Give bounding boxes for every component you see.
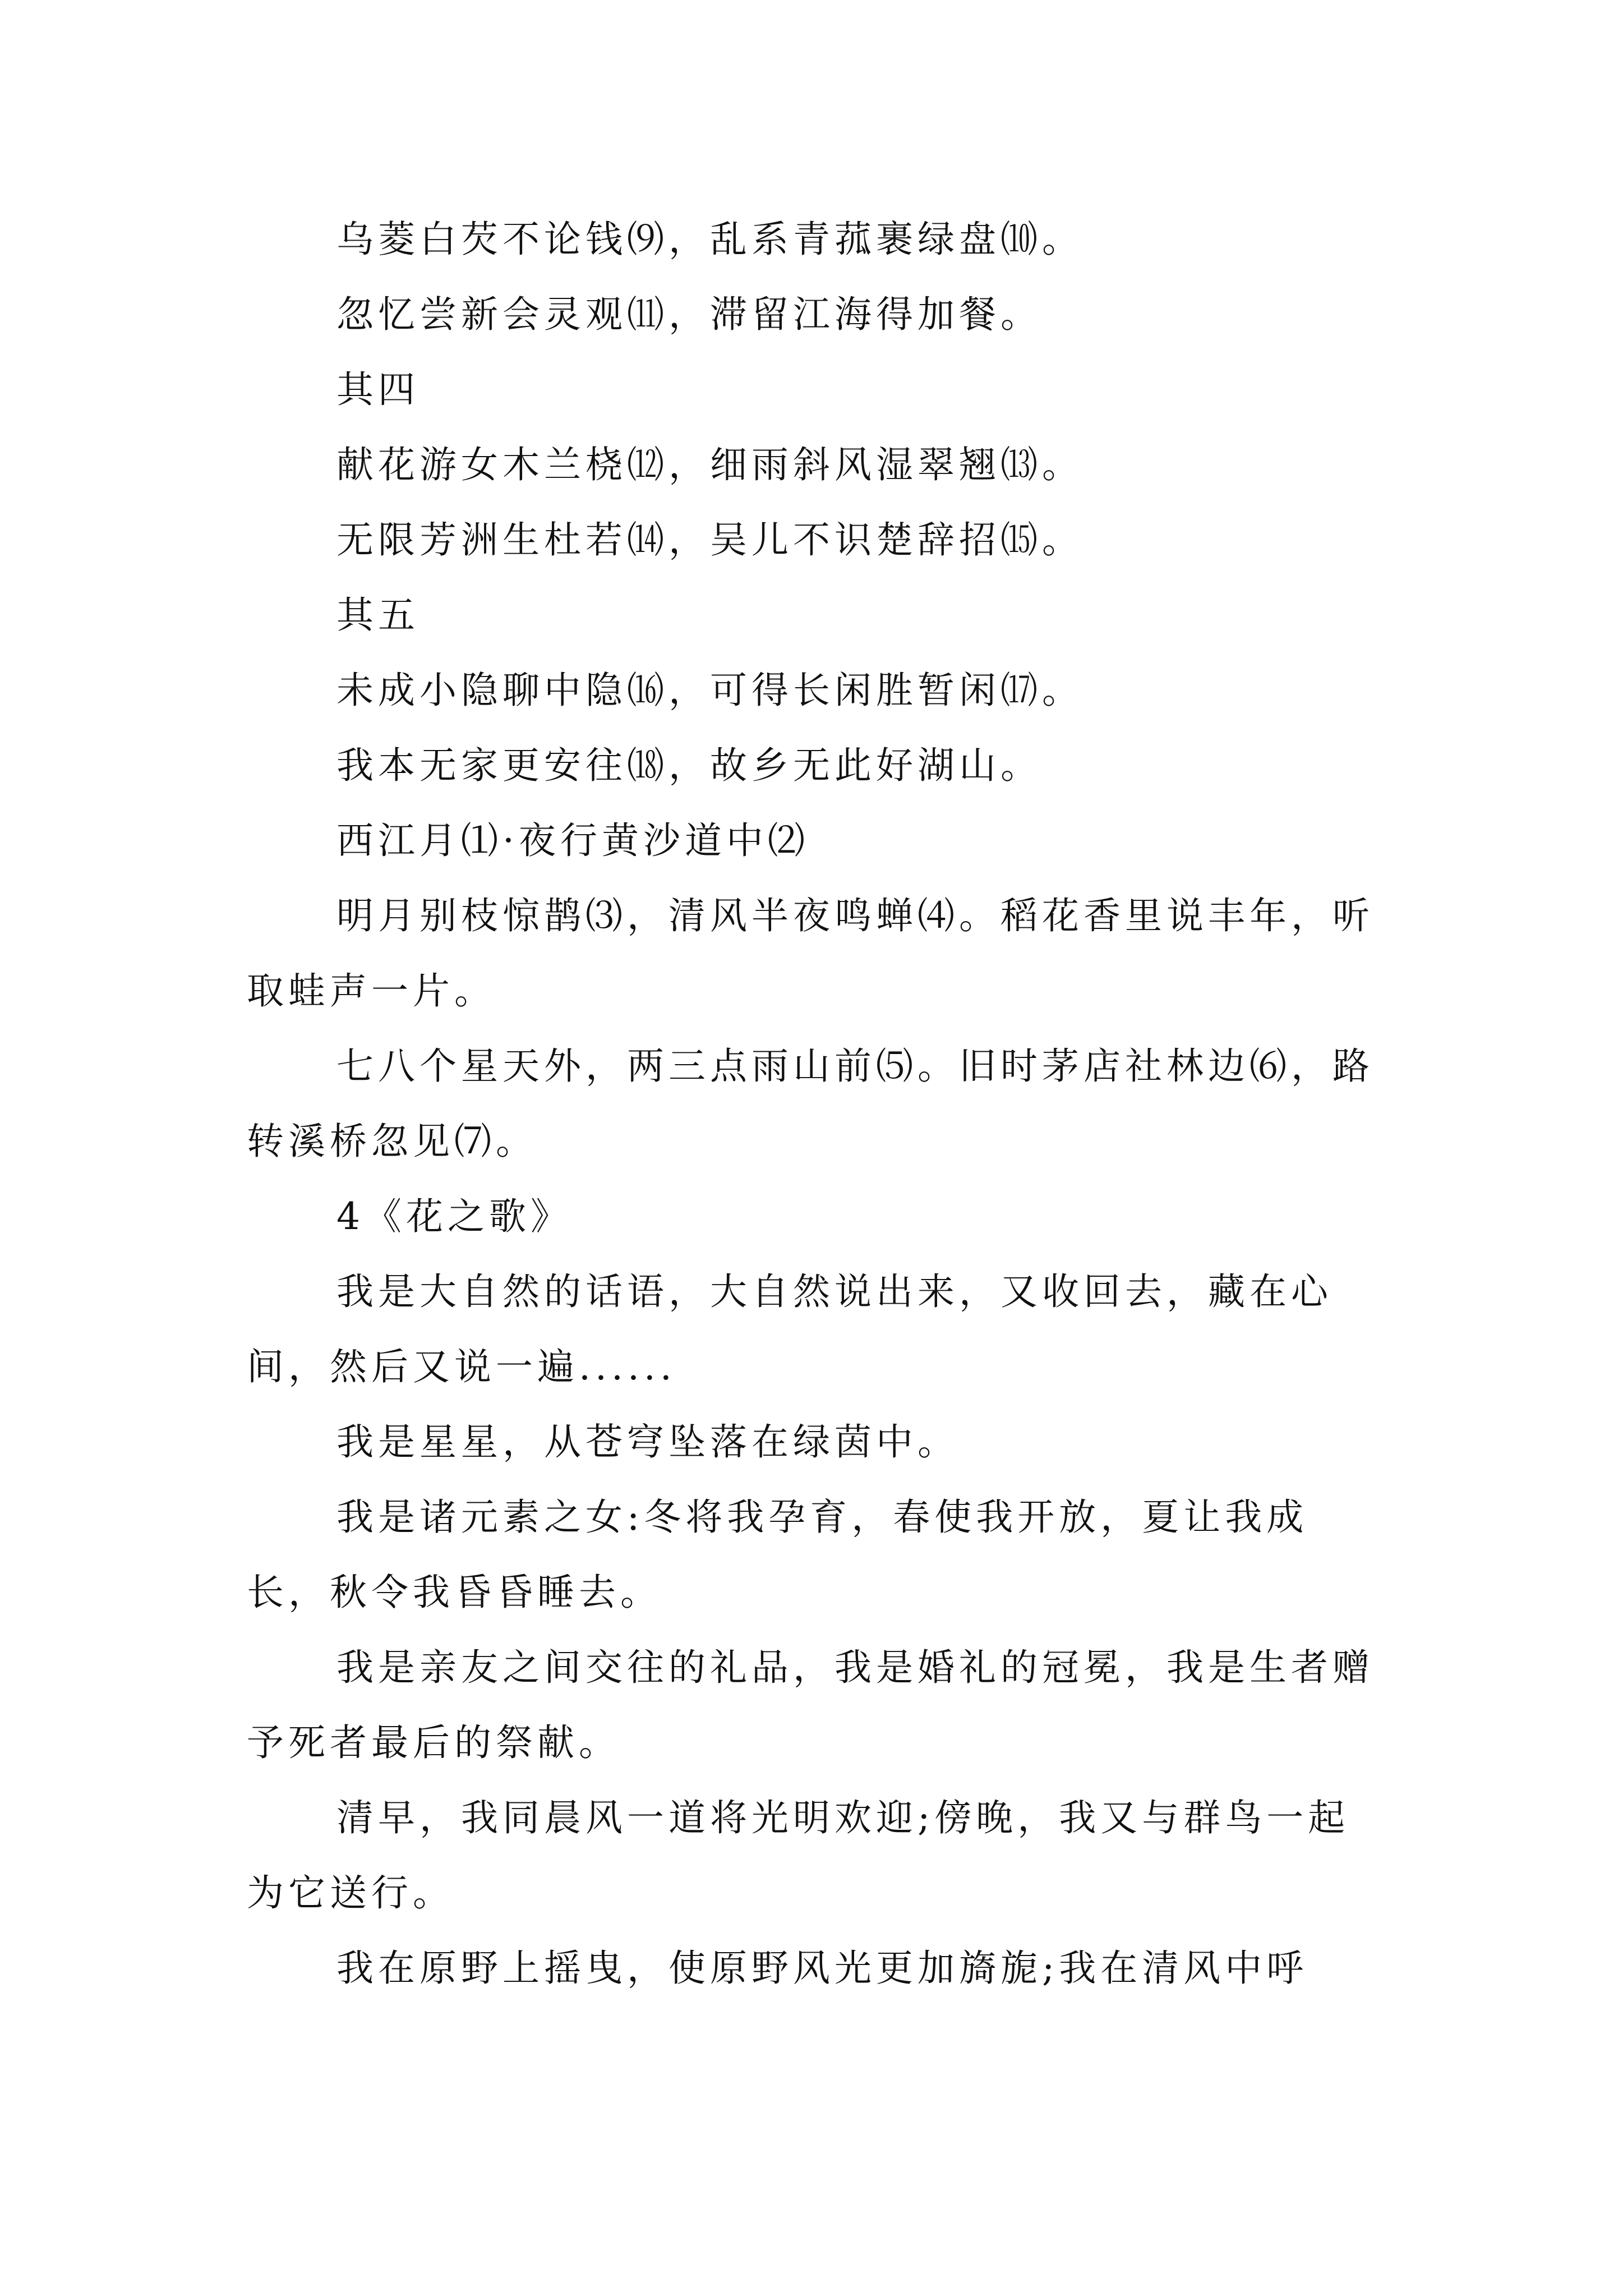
poem-line: 我本无家更安往⒅，故乡无此好湖山。 bbox=[336, 744, 1042, 787]
poem-line: 忽忆尝新会灵观⑾，滞留江海得加餐。 bbox=[336, 293, 1042, 336]
text-body bbox=[247, 202, 1391, 2006]
poem-line: 乌菱白芡不论钱⑼，乱系青菰裹绿盘⑽。 bbox=[336, 218, 1083, 261]
poem-line: 献花游女木兰桡⑿，细雨斜风湿翠翘⒀。 bbox=[336, 443, 1083, 486]
poem-title: 西江月⑴·夜行黄沙道中⑵ bbox=[336, 819, 809, 862]
essay-title: 4《花之歌》 bbox=[336, 1195, 572, 1238]
poem-line: 未成小隐聊中隐⒃，可得长闲胜暂闲⒄。 bbox=[336, 669, 1083, 712]
essay-paragraph: 清早，我同晨风一道将光明欢迎;傍晚，我又与群鸟一起为它送行。 bbox=[247, 1796, 1350, 1915]
essay-paragraph: 我是诸元素之女:冬将我孕育，春使我开放，夏让我成长，秋令我昏昏睡去。 bbox=[247, 1496, 1308, 1614]
essay-paragraph: 我在原野上摇曳，使原野风光更加旖旎;我在清风中呼 bbox=[336, 1947, 1308, 1990]
poem-stanza: 七八个星天外，两三点雨山前⑸。旧时茅店社林边⑹，路转溪桥忽见⑺。 bbox=[247, 1045, 1374, 1163]
poem-stanza: 明月别枝惊鹊⑶，清风半夜鸣蝉⑷。稻花香里说丰年，听取蛙声一片。 bbox=[247, 894, 1374, 1013]
section-heading: 其四 bbox=[336, 368, 419, 411]
essay-paragraph: 我是大自然的话语，大自然说出来，又收回去，藏在心间，然后又说一遍...... bbox=[247, 1270, 1332, 1388]
essay-paragraph: 我是星星，从苍穹坠落在绿茵中。 bbox=[336, 1420, 959, 1464]
poem-line: 无限芳洲生杜若⒁，吴儿不识楚辞招⒂。 bbox=[336, 518, 1083, 562]
essay-paragraph: 我是亲友之间交往的礼品，我是婚礼的冠冕，我是生者赠予死者最后的祭献。 bbox=[247, 1646, 1374, 1764]
section-heading: 其五 bbox=[336, 593, 419, 637]
